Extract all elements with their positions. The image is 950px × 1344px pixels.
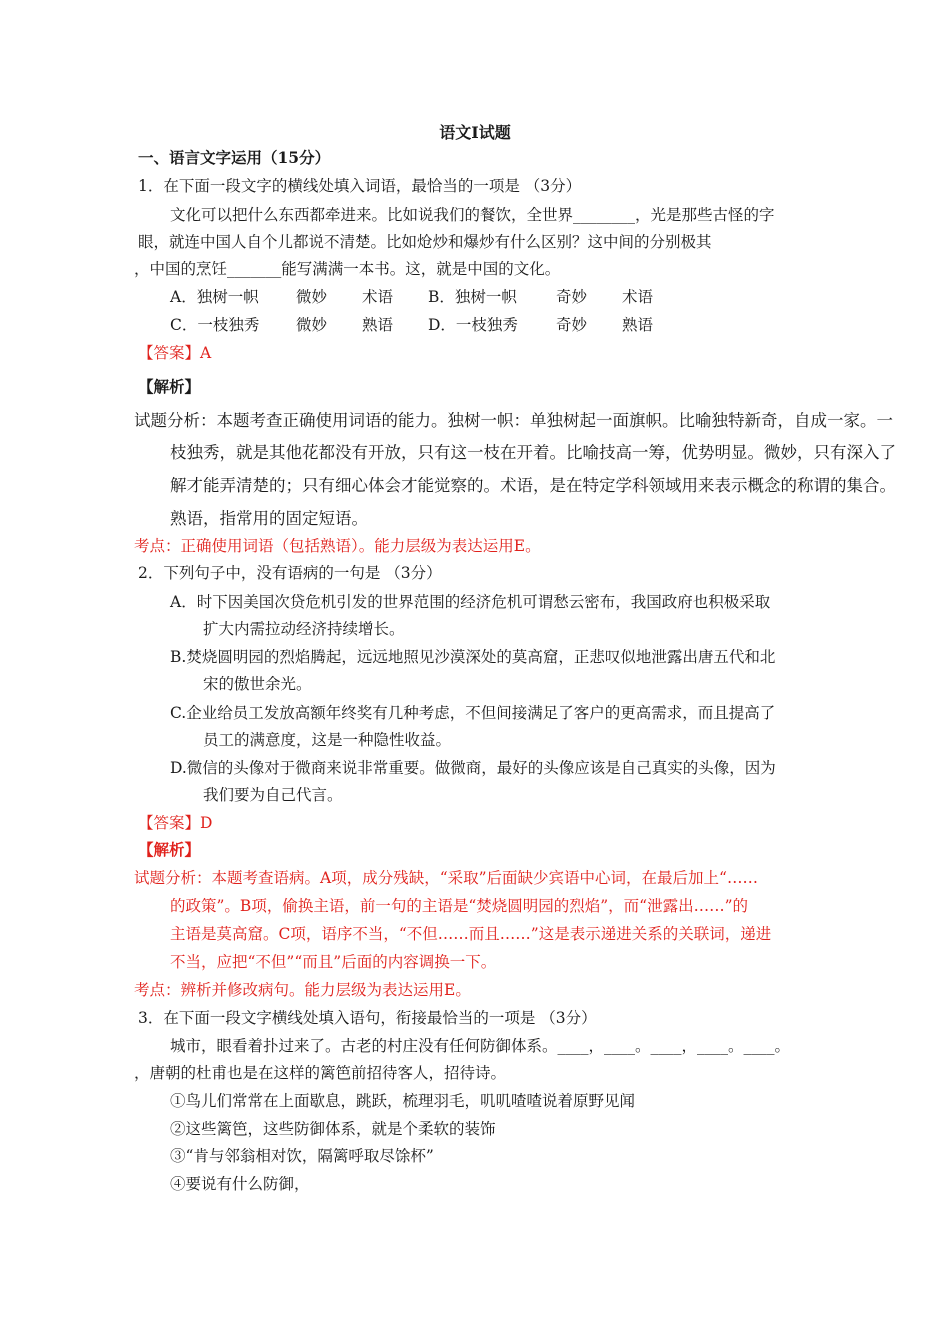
q1-analysis-line: 熟语，指常用的固定短语。	[170, 509, 368, 528]
q1-answer: 【答案】A	[138, 344, 212, 362]
q2-option-a-cont: 扩大内需拉动经济持续增长。	[203, 620, 405, 638]
q1-option-d: D．一枝独秀	[428, 316, 518, 334]
q1-options-row	[0, 287, 950, 307]
q1-option-c: C．一枝独秀	[170, 316, 260, 334]
q1-option-c-word2: 微妙	[296, 316, 328, 334]
q1-stem: 1．在下面一段文字的横线处填入词语，最恰当的一项是 （3分）	[138, 177, 582, 195]
q3-passage-line: 城市，眼看着扑过来了。古老的村庄没有任何防御体系。____，____。____，____。____。	[170, 1037, 791, 1055]
q2-option-b-cont: 宋的傲世余光。	[203, 675, 312, 693]
q1-option-a-word3: 术语	[362, 288, 394, 306]
q2-analysis-label: 【解析】	[138, 840, 201, 859]
q1-option-c-word3: 熟语	[362, 316, 394, 334]
q2-option-d: D.微信的头像对于微商来说非常重要。做微商，最好的头像应该是自己真实的头像，因为	[170, 759, 776, 777]
section-heading: 一、语言文字运用（15分）	[138, 148, 331, 167]
q2-stem: 2．下列句子中，没有语病的一句是 （3分）	[138, 564, 442, 582]
q1-exam-point: 考点：正确使用词语（包括熟语）。能力层级为表达运用E。	[134, 537, 541, 555]
q2-option-c-cont: 员工的满意度，这是一种隐性收益。	[203, 731, 452, 749]
q3-passage-line: ，唐朝的杜甫也是在这样的篱笆前招待客人，招待诗。	[134, 1064, 507, 1082]
q1-options-row	[0, 315, 950, 335]
q1-analysis-line: 解才能弄清楚的；只有细心体会才能觉察的。术语，是在特定学科领域用来表示概念的称谓的集合。	[170, 476, 896, 495]
q1-option-b-word3: 术语	[622, 288, 654, 306]
q2-option-a: A．时下因美国次贷危机引发的世界范围的经济危机可谓愁云密布，我国政府也积极采取	[170, 593, 771, 611]
q2-analysis-line: 的政策”。B项，偷换主语，前一句的主语是“焚烧圆明园的烈焰”，而“泄露出……”的	[170, 897, 749, 915]
q1-passage-line: 文化可以把什么东西都牵进来。比如说我们的餐饮，全世界________，光是那些古怪的字	[170, 206, 775, 224]
q1-option-b: B．独树一帜	[428, 288, 517, 306]
q2-analysis-line: 主语是莫高窟。C项，语序不当，“不但……而且……”这是表示递进关系的关联词，递进	[170, 925, 772, 943]
q2-answer: 【答案】D	[138, 814, 213, 832]
q1-option-a-word2: 微妙	[296, 288, 328, 306]
q2-exam-point: 考点：辨析并修改病句。能力层级为表达运用E。	[134, 981, 471, 999]
q1-passage-line: ，中国的烹饪_______能写满满一本书。这，就是中国的文化。	[134, 260, 561, 278]
q3-item: ③“肯与邻翁相对饮，隔篱呼取尽馀杯”	[170, 1147, 434, 1165]
q1-option-d-word2: 奇妙	[556, 316, 588, 334]
q1-analysis-line: 枝独秀，就是其他花都没有开放，只有这一枝在开着。比喻技高一筹，优势明显。微妙，只有深入了	[170, 443, 896, 462]
q1-option-d-word3: 熟语	[622, 316, 654, 334]
q3-stem: 3．在下面一段文字横线处填入语句，衔接最恰当的一项是 （3分）	[138, 1009, 597, 1027]
q1-analysis-label: 【解析】	[138, 377, 201, 396]
q2-option-c: C.企业给员工发放高额年终奖有几种考虑，不但间接满足了客户的更高需求，而且提高了	[170, 704, 776, 722]
q3-item: ①鸟儿们常常在上面歇息，跳跃，梳理羽毛，叽叽喳喳说着原野见闻	[170, 1092, 636, 1110]
q1-analysis-line: 试题分析：本题考查正确使用词语的能力。独树一帜：单独树起一面旗帜。比喻独特新奇，自成一家。一	[134, 411, 893, 430]
page-title: 语文Ⅰ试题	[439, 123, 511, 142]
q2-analysis-line: 不当，应把“不但”“而且”后面的内容调换一下。	[170, 953, 497, 971]
q2-option-b: B.焚烧圆明园的烈焰腾起，远远地照见沙漠深处的莫高窟，正悲叹似地泄露出唐五代和北	[170, 648, 776, 666]
q1-option-b-word2: 奇妙	[556, 288, 588, 306]
q1-passage-line: 眼，就连中国人自个儿都说不清楚。比如炝炒和爆炒有什么区别？这中间的分别极其	[138, 233, 712, 251]
q3-item: ②这些篱笆，这些防御体系，就是个柔软的装饰	[170, 1120, 496, 1138]
q1-option-a: A．独树一帜	[170, 288, 259, 306]
q2-analysis-line: 试题分析：本题考查语病。A项，成分残缺，“采取”后面缺少宾语中心词，在最后加上“……	[134, 869, 758, 887]
q3-item: ④要说有什么防御，	[170, 1175, 310, 1193]
q2-option-d-cont: 我们要为自己代言。	[203, 786, 343, 804]
